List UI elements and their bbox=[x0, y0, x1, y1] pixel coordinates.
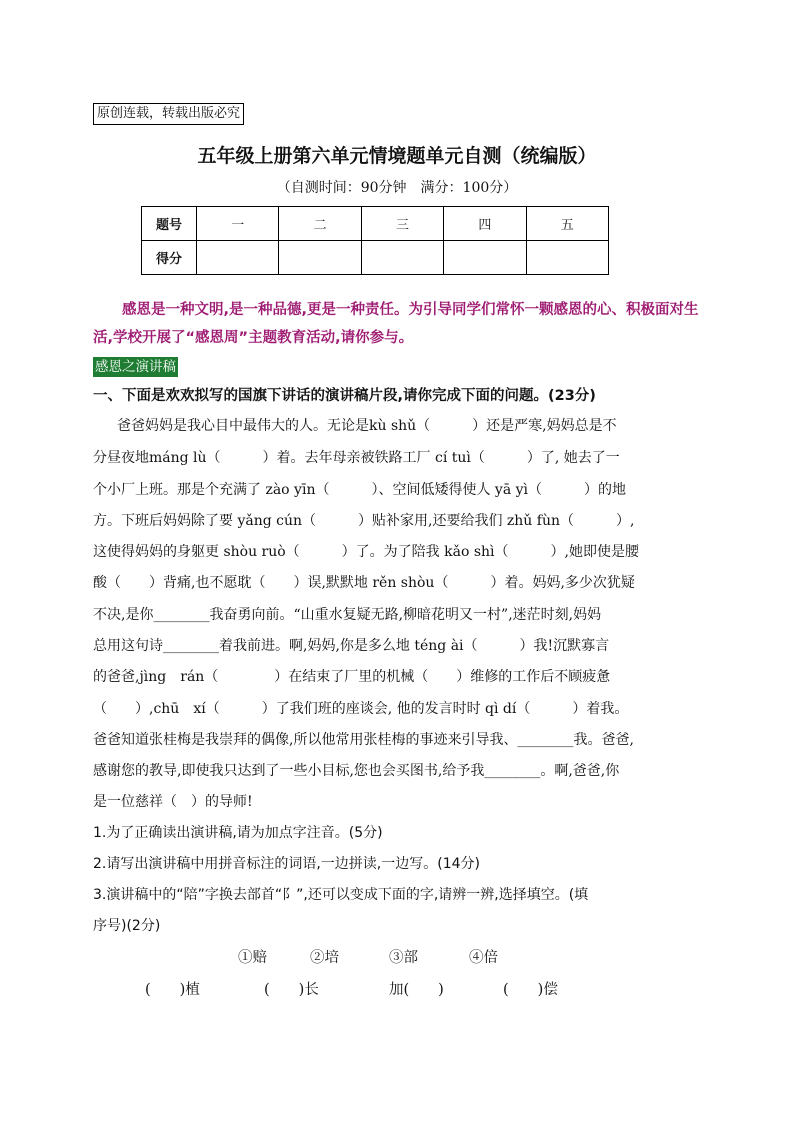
column-number: 三 bbox=[361, 207, 443, 241]
score-cell[interactable] bbox=[279, 241, 361, 275]
table-header-cell: 题号 bbox=[142, 207, 197, 241]
passage-line: 不决,是你________我奋勇向前。“山重水复疑无路,柳暗花明又一村”,迷茫时刻,妈妈 bbox=[93, 607, 602, 623]
passage-line: 的爸爸,jìng rán（ ）在结束了厂里的机械（ ）维修的工作后不顾疲惫 bbox=[93, 669, 611, 685]
passage-line: 方。下班后妈妈除了要 yǎng cún（ ）贴补家用,还要给我们 zhǔ fùn（ ）, bbox=[93, 513, 635, 529]
score-cell[interactable] bbox=[526, 241, 608, 275]
passage-line: 爸爸妈妈是我心目中最伟大的人。无论是kù shǔ（ ）还是严寒,妈妈总是不 bbox=[117, 418, 617, 434]
column-number: 二 bbox=[279, 207, 361, 241]
question-heading: 一、下面是欢欢拟写的国旗下讲话的演讲稿片段,请你完成下面的问题。(23分) bbox=[93, 388, 596, 404]
sub-question: 1.为了正确读出演讲稿,请为加点字注音。(5分) bbox=[93, 825, 383, 841]
passage-line: 爸爸知道张桂梅是我崇拜的偶像,所以他常用张桂梅的事迹来引导我、________我。爸爸, bbox=[93, 732, 634, 748]
sub-question: 序号)(2分) bbox=[93, 918, 161, 934]
passage-line: 总用这句诗________着我前进。啊,妈妈,你是多么地 téng ài（ ）我!沉默寡言 bbox=[93, 638, 610, 654]
sub-question: 3.演讲稿中的“陪”字换去部首“阝”,还可以变成下面的字,请辨一辨,选择填空。(填 bbox=[93, 887, 589, 903]
table-header-cell: 得分 bbox=[142, 241, 197, 275]
score-cell[interactable] bbox=[197, 241, 279, 275]
passage-line: 这使得妈妈的身躯更 shòu ruò（ ）了。为了陪我 kǎo shì（ ）,她即使是腰 bbox=[93, 544, 639, 560]
passage-line: 酸（ ）背痛,也不愿耽（ ）误,默默地 rěn shòu（ ）着。妈妈,多少次犹疑 bbox=[93, 575, 635, 591]
answer-blank[interactable]: 加( ) bbox=[389, 982, 444, 998]
choice-option: ④倍 bbox=[469, 950, 498, 966]
passage-line: 个小厂上班。那是个充满了 zào yīn（ ）、空间低矮得使人 yā yì（ ）的地 bbox=[93, 482, 626, 498]
answer-blank[interactable]: ( )长 bbox=[264, 982, 319, 998]
choice-option: ③部 bbox=[389, 950, 418, 966]
page-title: 五年级上册第六单元情境题单元自测（统编版） bbox=[197, 145, 597, 167]
copyright-notice: 原创连载，转载出版必究 bbox=[93, 103, 244, 125]
table-row bbox=[142, 241, 609, 275]
passage-line: （ ）,chū xí（ ）了我们班的座谈会, 他的发言时时 qì dí（ ）着我。 bbox=[93, 701, 629, 717]
answer-blank[interactable]: ( )偿 bbox=[503, 982, 558, 998]
sub-question: 2.请写出演讲稿中用拼音标注的词语,一边拼读,一边写。(14分) bbox=[93, 856, 480, 872]
answer-blank[interactable]: ( )植 bbox=[145, 982, 200, 998]
choice-option: ②培 bbox=[310, 950, 339, 966]
passage-line: 是一位慈祥（ ）的导师! bbox=[93, 794, 253, 810]
exam-info: （自测时间：90分钟 满分：100分） bbox=[276, 180, 518, 196]
table-row bbox=[142, 207, 609, 241]
choice-option: ①赔 bbox=[238, 950, 267, 966]
section-tag: 感恩之演讲稿 bbox=[95, 359, 176, 375]
intro-paragraph: 感恩是一种文明,是一种品德,更是一种责任。为引导同学们常怀一颗感恩的心、积极面对生活,学校开展了“感恩周”主题教育活动,请你参与。 bbox=[93, 302, 699, 346]
passage-line: 分昼夜地máng lù（ ）着。去年母亲被铁路工厂 cí tuì（ ）了, 她去了一 bbox=[93, 450, 620, 466]
passage-line: 感谢您的教导,即使我只达到了一些小目标,您也会买图书,给予我________。啊,爸爸,你 bbox=[93, 763, 620, 779]
score-table bbox=[141, 206, 609, 275]
column-number: 四 bbox=[444, 207, 526, 241]
score-cell[interactable] bbox=[361, 241, 443, 275]
column-number: 五 bbox=[526, 207, 608, 241]
column-number: 一 bbox=[197, 207, 279, 241]
score-cell[interactable] bbox=[444, 241, 526, 275]
